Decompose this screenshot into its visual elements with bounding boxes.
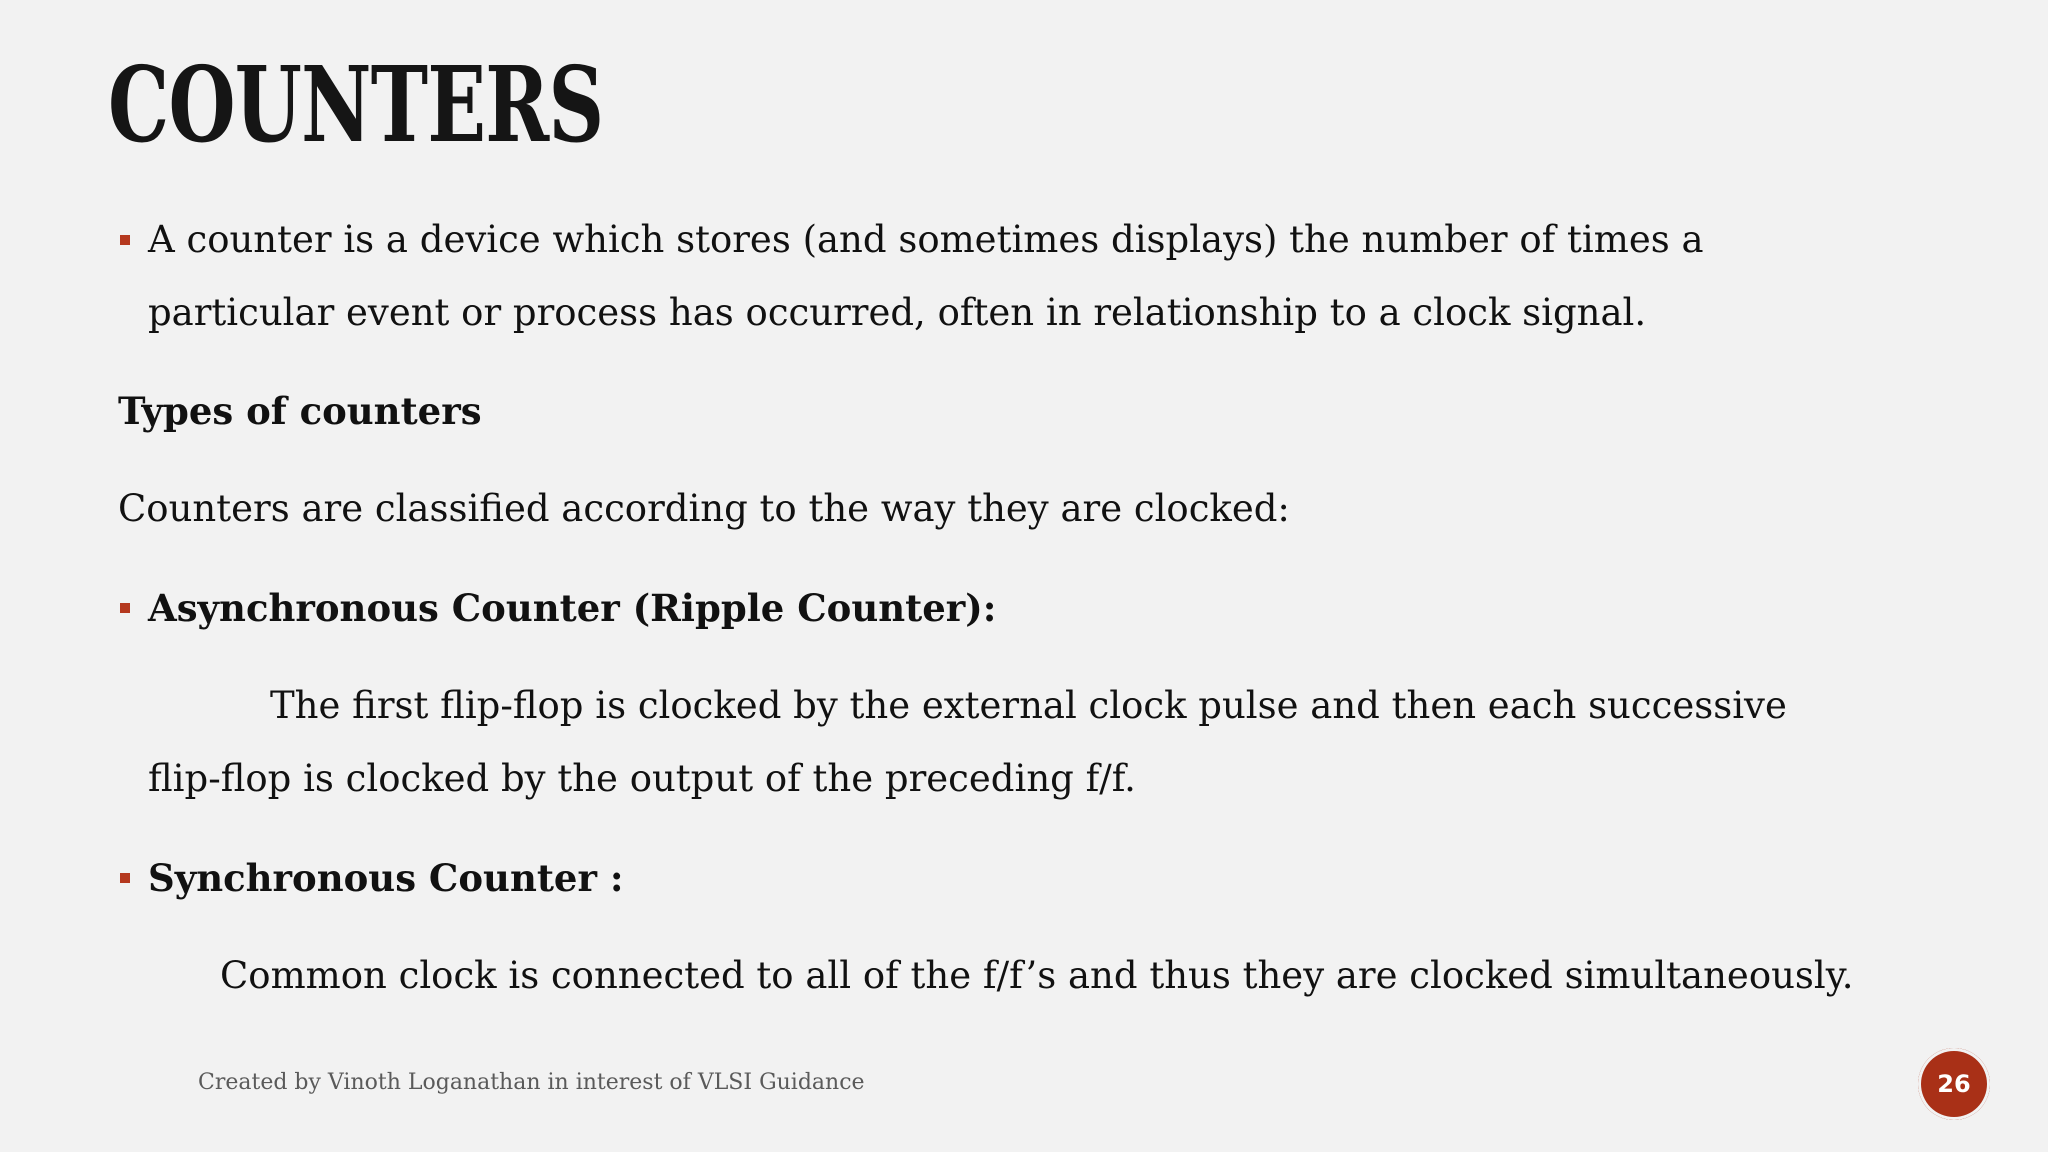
page-number-badge	[1918, 1048, 1990, 1120]
footer-credit: Created by Vinoth Loganathan in interest of VLSI Guidance	[198, 1070, 865, 1095]
slide-title: COUNTERS	[108, 43, 604, 166]
sync-heading: Synchronous Counter :	[148, 856, 624, 900]
bullet-icon	[120, 873, 130, 883]
page-number: 26	[1937, 1070, 1971, 1098]
async-line-1: The first flip-flop is clocked by the external clock pulse and then each successive	[270, 684, 1787, 727]
types-heading: Types of counters	[118, 389, 482, 433]
sync-line: Common clock is connected to all of the f/f’s and thus they are clocked simultaneously.	[220, 954, 1854, 997]
classification-text: Counters are classified according to the way they are clocked:	[118, 487, 1290, 530]
async-line-2: flip-flop is clocked by the output of the preceding f/f.	[148, 757, 1136, 800]
bullet-icon	[120, 603, 130, 613]
async-heading: Asynchronous Counter (Ripple Counter):	[148, 586, 997, 630]
intro-line-1: A counter is a device which stores (and sometimes displays) the number of times a	[148, 218, 1704, 261]
intro-line-2: particular event or process has occurred, often in relationship to a clock signal.	[148, 291, 1647, 334]
bullet-icon	[120, 235, 130, 245]
